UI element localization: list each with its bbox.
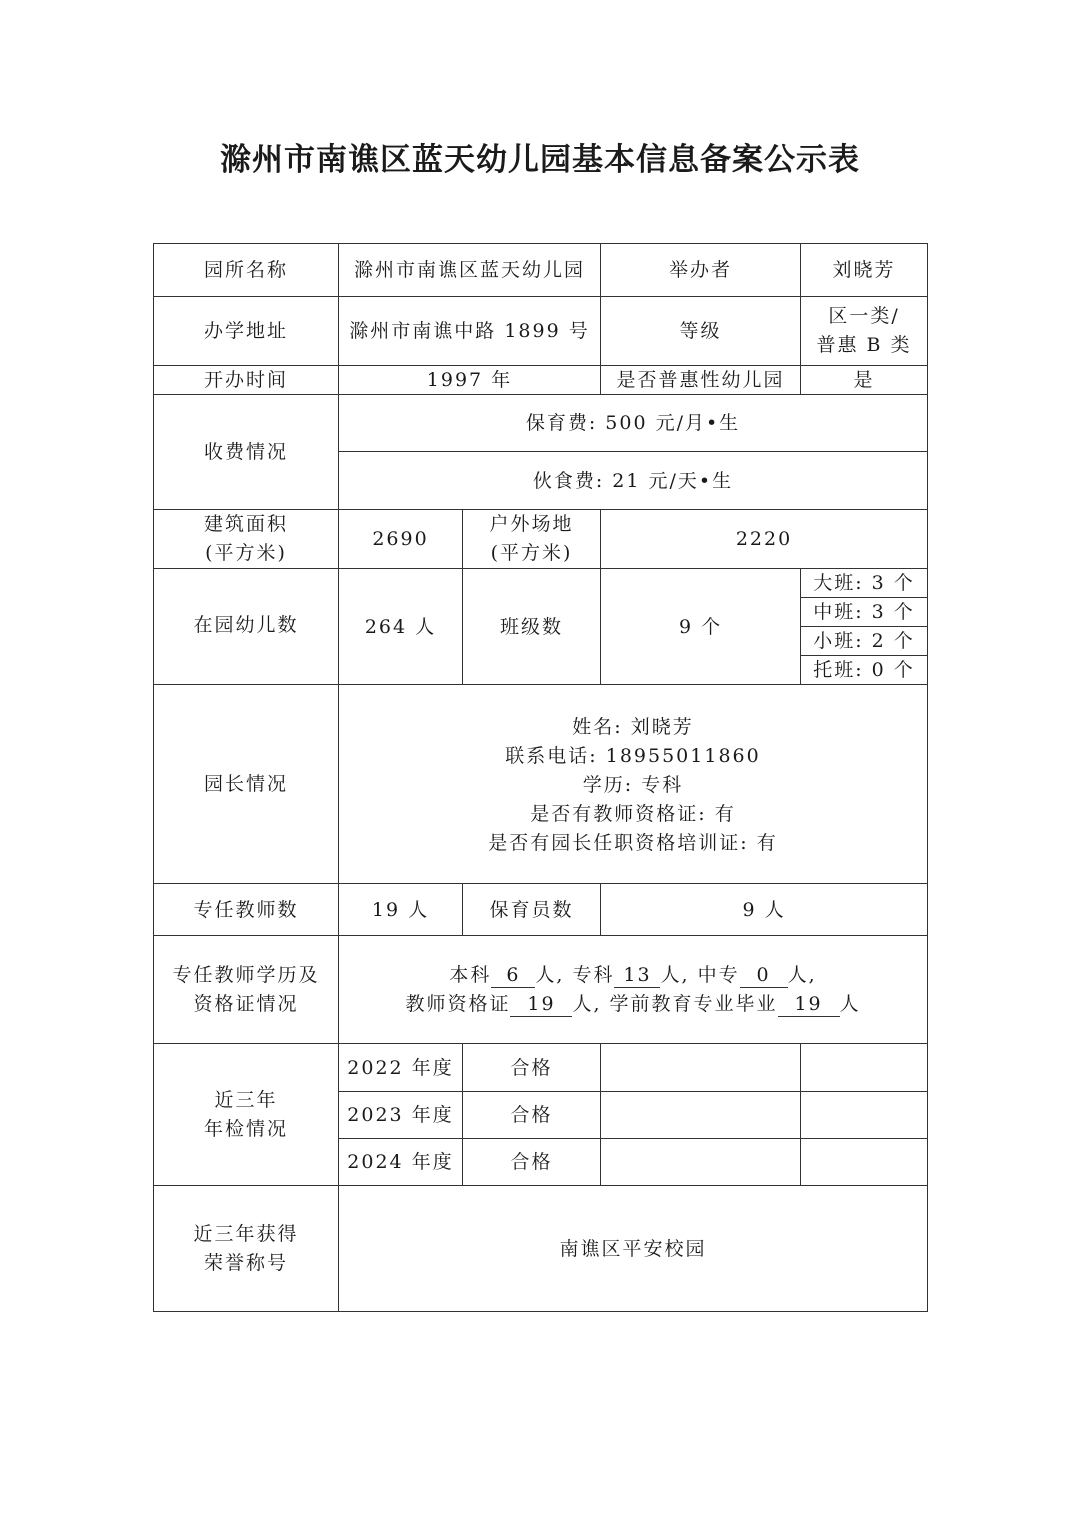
name-label: 园所名称 [154,244,339,297]
organizer-value: 刘晓芳 [801,244,928,297]
edu-college-value: 13 [614,963,660,988]
inspection-label-line2: 年检情况 [203,1117,288,1140]
edu-college-suffix: 人, 中专 [660,963,740,986]
building-area-label-line1: 建筑面积 [203,513,288,535]
puhui-value: 是 [801,366,928,395]
table-row [154,1044,928,1092]
inspection-result: 合格 [463,1139,601,1186]
inspection-empty [601,1044,801,1092]
inspection-year: 2023 年度 [339,1092,463,1139]
honors-value: 南谯区平安校园 [339,1186,928,1312]
table-row [154,685,928,884]
fee-care: 保育费: 500 元/月•生 [339,395,928,452]
outdoor-label [463,510,601,569]
teacher-edu-label [154,936,339,1044]
children-label: 在园幼儿数 [154,569,339,685]
inspection-empty [601,1139,801,1186]
children-value: 264 人 [339,569,463,685]
teachers-value: 19 人 [339,884,463,936]
edu-bachelor-prefix: 本科 [449,963,492,986]
inspection-empty [801,1139,928,1186]
principal-teacher-cert: 是否有教师资格证: 有 [530,803,736,825]
inspection-label-line1: 近三年 [214,1088,278,1111]
building-area-value: 2690 [339,510,463,569]
teacher-edu-label-line2: 资格证情况 [193,992,299,1015]
teacher-edu-line2 [339,990,927,1019]
table-row [154,510,928,569]
table-row [154,936,928,1044]
opened-value: 1997 年 [339,366,601,395]
principal-label: 园长情况 [154,685,339,884]
principal-phone: 联系电话: 18955011860 [505,745,761,767]
table-row [154,366,928,395]
table-row [154,297,928,366]
table-row [154,884,928,936]
honors-label [154,1186,339,1312]
edu-bachelor-value: 6 [491,963,535,988]
page-title: 滁州市南谯区蓝天幼儿园基本信息备案公示表 [220,142,860,178]
principal-training-cert: 是否有园长任职资格培训证: 有 [488,832,778,854]
preschool-grad-suffix: 人 [839,992,861,1015]
inspection-label [154,1044,339,1186]
inspection-year: 2022 年度 [339,1044,463,1092]
inspection-result: 合格 [463,1044,601,1092]
opened-label: 开办时间 [154,366,339,395]
teacher-edu-line1 [339,961,927,990]
principal-info [339,685,928,884]
teacher-edu-info [339,936,928,1044]
principal-edu: 学历: 专科 [582,774,684,796]
edu-secondary-suffix: 人, [787,963,817,986]
inspection-empty [801,1044,928,1092]
cert-value: 19 [510,992,572,1017]
preschool-grad-value: 19 [778,992,840,1017]
edu-bachelor-suffix: 人, 专科 [535,963,615,986]
building-area-label [154,510,339,569]
table-row [154,569,928,598]
classes-label: 班级数 [463,569,601,685]
table-row [154,1186,928,1312]
fee-meal: 伙食费: 21 元/天•生 [339,452,928,510]
inspection-empty [801,1092,928,1139]
inspection-year: 2024 年度 [339,1139,463,1186]
grade-value-line1: 区一类/ [828,305,900,327]
class-middle: 中班: 3 个 [801,598,928,627]
cert-suffix: 人, 学前教育专业毕业 [572,992,778,1015]
puhui-label: 是否普惠性幼儿园 [601,366,801,395]
grade-label: 等级 [601,297,801,366]
outdoor-label-line1: 户外场地 [489,513,574,535]
table-row [154,244,928,297]
address-label: 办学地址 [154,297,339,366]
inspection-empty [601,1092,801,1139]
nurses-value: 9 人 [601,884,928,936]
table-row [154,395,928,452]
principal-name: 姓名: 刘晓芳 [572,716,694,738]
outdoor-value: 2220 [601,510,928,569]
class-nursery: 托班: 0 个 [801,656,928,685]
honors-label-line1: 近三年获得 [193,1222,299,1245]
inspection-result: 合格 [463,1092,601,1139]
edu-secondary-value: 0 [740,963,788,988]
grade-value-line2: 普惠 B 类 [816,334,912,356]
grade-value [801,297,928,366]
honors-label-line2: 荣誉称号 [203,1251,288,1274]
building-area-label-line2: (平方米) [205,542,287,564]
organizer-label: 举办者 [601,244,801,297]
teachers-label: 专任教师数 [154,884,339,936]
info-table [153,243,928,1312]
nurses-label: 保育员数 [463,884,601,936]
outdoor-label-line2: (平方米) [490,542,573,564]
classes-value: 9 个 [601,569,801,685]
fee-label: 收费情况 [154,395,339,510]
cert-prefix: 教师资格证 [405,992,511,1015]
class-large: 大班: 3 个 [801,569,928,598]
address-value: 滁州市南谯中路 1899 号 [339,297,601,366]
name-value: 滁州市南谯区蓝天幼儿园 [339,244,601,297]
class-small: 小班: 2 个 [801,627,928,656]
teacher-edu-label-line1: 专任教师学历及 [172,963,320,986]
